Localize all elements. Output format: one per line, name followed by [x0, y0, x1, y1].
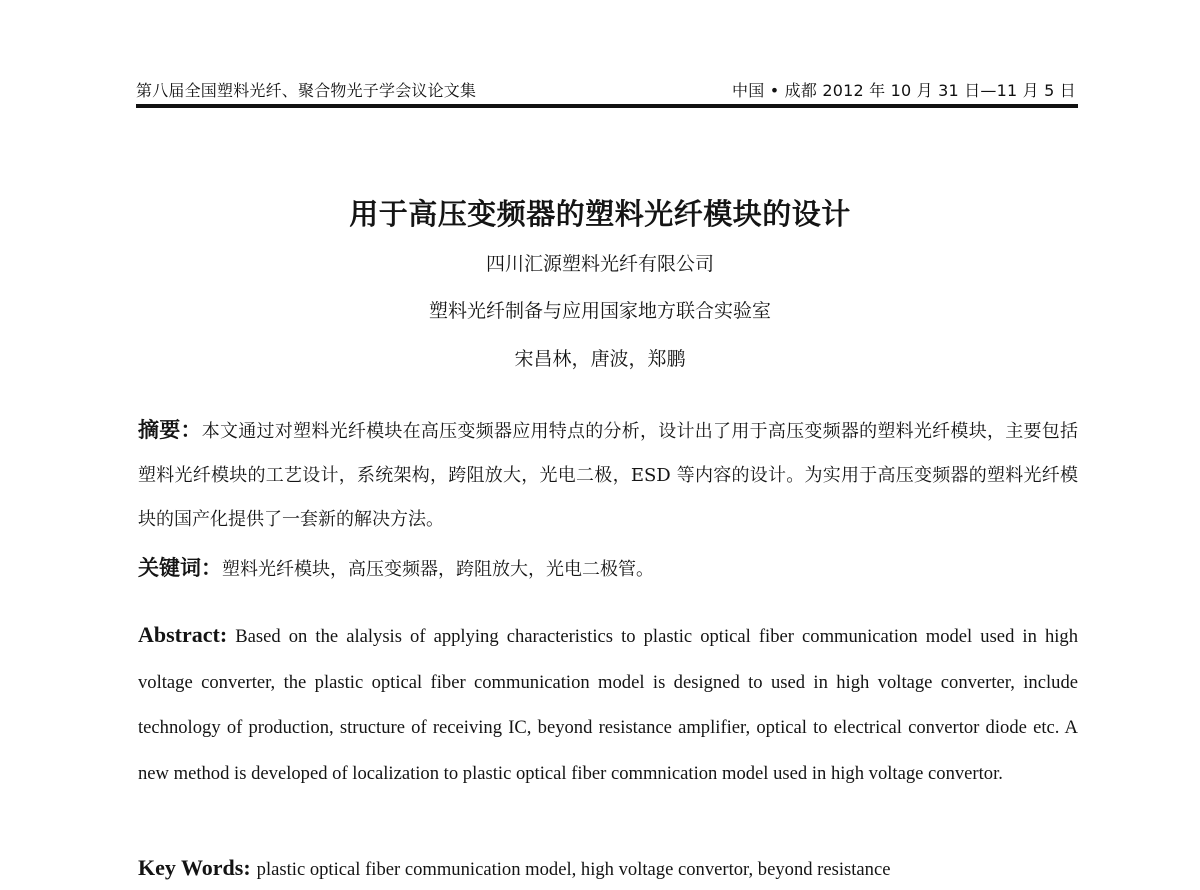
keywords-english-text: plastic optical fiber communication model, high voltage convertor, beyond resistance: [256, 859, 891, 880]
running-header: [136, 78, 1076, 104]
abstract-english-label: Abstract:: [138, 622, 228, 647]
abstract-chinese-text: 本文通过对塑料光纤模块在高压变频器应用特点的分析，设计出了用于高压变频器的塑料光纤模块，主要包括塑料光纤模块的工艺设计，系统架构，跨阻放大，光电二极，ESD 等内容的设计。为实用于高压变频器的塑料光纤模块的国产化提供了一套新的解决方法。: [138, 421, 1078, 530]
abstract-chinese-label: 摘要：: [138, 417, 202, 442]
keywords-chinese-text: 塑料光纤模块，高压变频器，跨阻放大，光电二极管。: [222, 559, 654, 580]
abstract-chinese: [138, 408, 1078, 542]
keywords-chinese-label: 关键词：: [138, 555, 222, 580]
author-list: 宋昌林，唐波，郑鹏: [514, 348, 686, 370]
abstract-english: [138, 612, 1078, 796]
paper-title: 用于高压变频器的塑料光纤模块的设计: [349, 197, 851, 231]
affiliation-company: 四川汇源塑料光纤有限公司: [485, 253, 714, 275]
keywords-chinese: [138, 551, 1078, 587]
keywords-english-label: Key Words:: [138, 855, 251, 880]
header-divider: [136, 104, 1078, 108]
affiliation-lab: 塑料光纤制备与应用国家地方联合实验室: [428, 300, 771, 322]
conference-location-date: 中国 • 成都 2012 年 10 月 31 日—11 月 5 日: [732, 81, 1076, 100]
abstract-english-text: Based on the alalysis of applying characteristics to plastic optical fiber communication model used in high voltage converter, the plastic optical fiber communication model is designed to used in high voltage converter, include technology of production, structure of receiving IC, beyond resistance amplifier, optical to electrical convertor diode etc. A new method is developed of localization to plastic optical fiber commnication model used in high voltage convertor.: [138, 626, 1078, 784]
proceedings-title: 第八届全国塑料光纤、聚合物光子学会议论文集: [136, 81, 477, 100]
